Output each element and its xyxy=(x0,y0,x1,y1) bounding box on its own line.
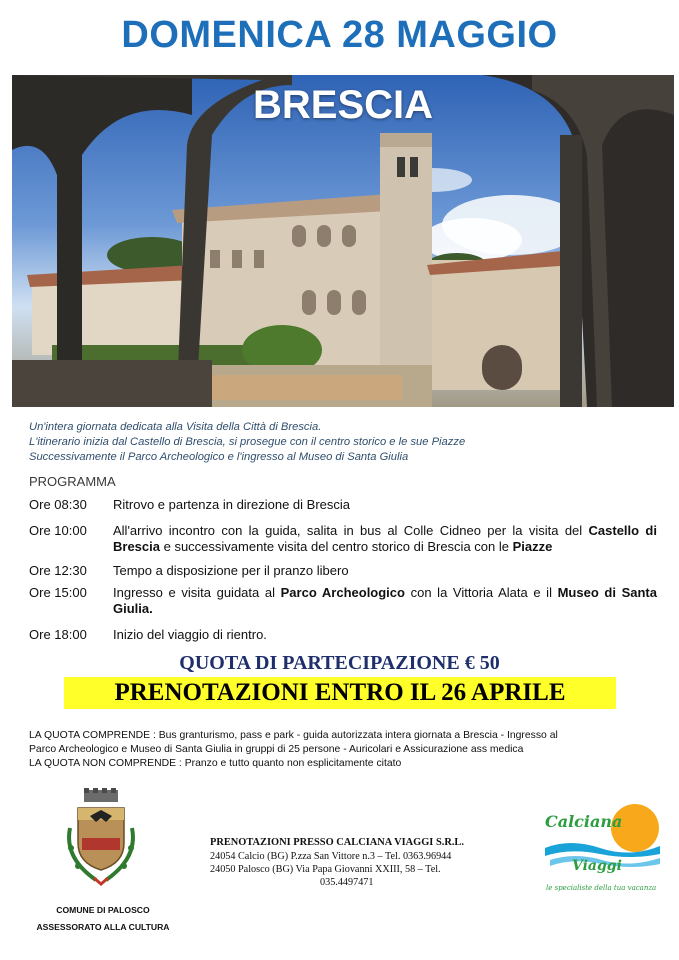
schedule-text: Inizio del viaggio di rientro. xyxy=(113,627,267,642)
city-caption: BRESCIA xyxy=(252,83,434,127)
included-line: Parco Archeologico e Museo di Santa Giulia in gruppi di 25 persone - Auricolari e Assicurazione ass medica xyxy=(29,744,524,755)
schedule-time: Ore 18:00 xyxy=(29,627,87,642)
brescia-photo xyxy=(12,75,674,407)
logo-brand-sub: Viaggi xyxy=(572,858,622,874)
booking-deadline: PRENOTAZIONI ENTRO IL 26 APRILE xyxy=(64,677,616,709)
schedule-item xyxy=(29,497,657,523)
intro-line: Successivamente il Parco Archeologico e l'ingresso al Museo di Santa Giulia xyxy=(29,451,409,463)
schedule-text: Ritrovo e partenza in direzione di Brescia xyxy=(113,497,351,512)
schedule-item xyxy=(29,627,657,643)
schedule-text: All'arrivo incontro con la guida, salita in bus al Colle Cidneo per la visita del Castello di Brescia e successivamente visita del centro storico di Brescia con le Piazze xyxy=(113,523,657,554)
page-title: DOMENICA 28 MAGGIO xyxy=(121,14,558,56)
agency-address: 24050 Palosco (BG) Via Papa Giovanni XXIII, 58 – Tel. xyxy=(210,864,441,875)
programma-heading: PROGRAMMA xyxy=(29,474,116,489)
schedule-text: Tempo a disposizione per il pranzo libero xyxy=(113,563,349,578)
price-banner: QUOTA DI PARTECIPAZIONE € 50 xyxy=(179,652,500,674)
included-services xyxy=(29,729,659,771)
intro-line: Un'intera giornata dedicata alla Visita della Città di Brescia. xyxy=(29,421,322,433)
agency-phone: 035.4497471 xyxy=(320,877,374,888)
logo-brand-name: Calciana xyxy=(545,812,623,831)
municipality-department: ASSESSORATO ALLA CULTURA xyxy=(36,922,170,932)
schedule-list xyxy=(29,497,657,643)
schedule-item xyxy=(29,523,657,563)
schedule-time: Ore 10:00 xyxy=(29,523,87,538)
schedule-text: Ingresso e visita guidata al Parco Archeologico con la Vittoria Alata e il Museo di Santa Giulia. xyxy=(113,585,657,616)
municipal-crest-icon xyxy=(56,788,146,888)
agency-address: 24054 Calcio (BG) P.zza San Vittore n.3 – Tel. 0363.96944 xyxy=(210,851,452,862)
schedule-time: Ore 12:30 xyxy=(29,563,87,578)
schedule-item xyxy=(29,563,657,585)
logo-tagline: le specialiste della tua vacanza xyxy=(546,884,657,892)
municipality-block xyxy=(28,902,178,936)
schedule-item xyxy=(29,585,657,627)
excluded-line: LA QUOTA NON COMPRENDE : Pranzo e tutto quanto non esplicitamente citato xyxy=(29,758,402,769)
municipality-name: COMUNE DI PALOSCO xyxy=(56,905,150,915)
schedule-time: Ore 15:00 xyxy=(29,585,87,600)
agency-heading: PRENOTAZIONI PRESSO CALCIANA VIAGGI S.R.L. xyxy=(210,837,464,848)
agency-contacts xyxy=(210,836,530,889)
included-line: LA QUOTA COMPRENDE : Bus granturismo, pass e park - guida autorizzata intera giornata a Brescia - Ingresso al xyxy=(29,730,558,741)
intro-text xyxy=(29,420,659,465)
intro-line: L'itinerario inizia dal Castello di Brescia, si prosegue con il centro storico e le sue Piazze xyxy=(29,436,466,448)
schedule-time: Ore 08:30 xyxy=(29,497,87,512)
